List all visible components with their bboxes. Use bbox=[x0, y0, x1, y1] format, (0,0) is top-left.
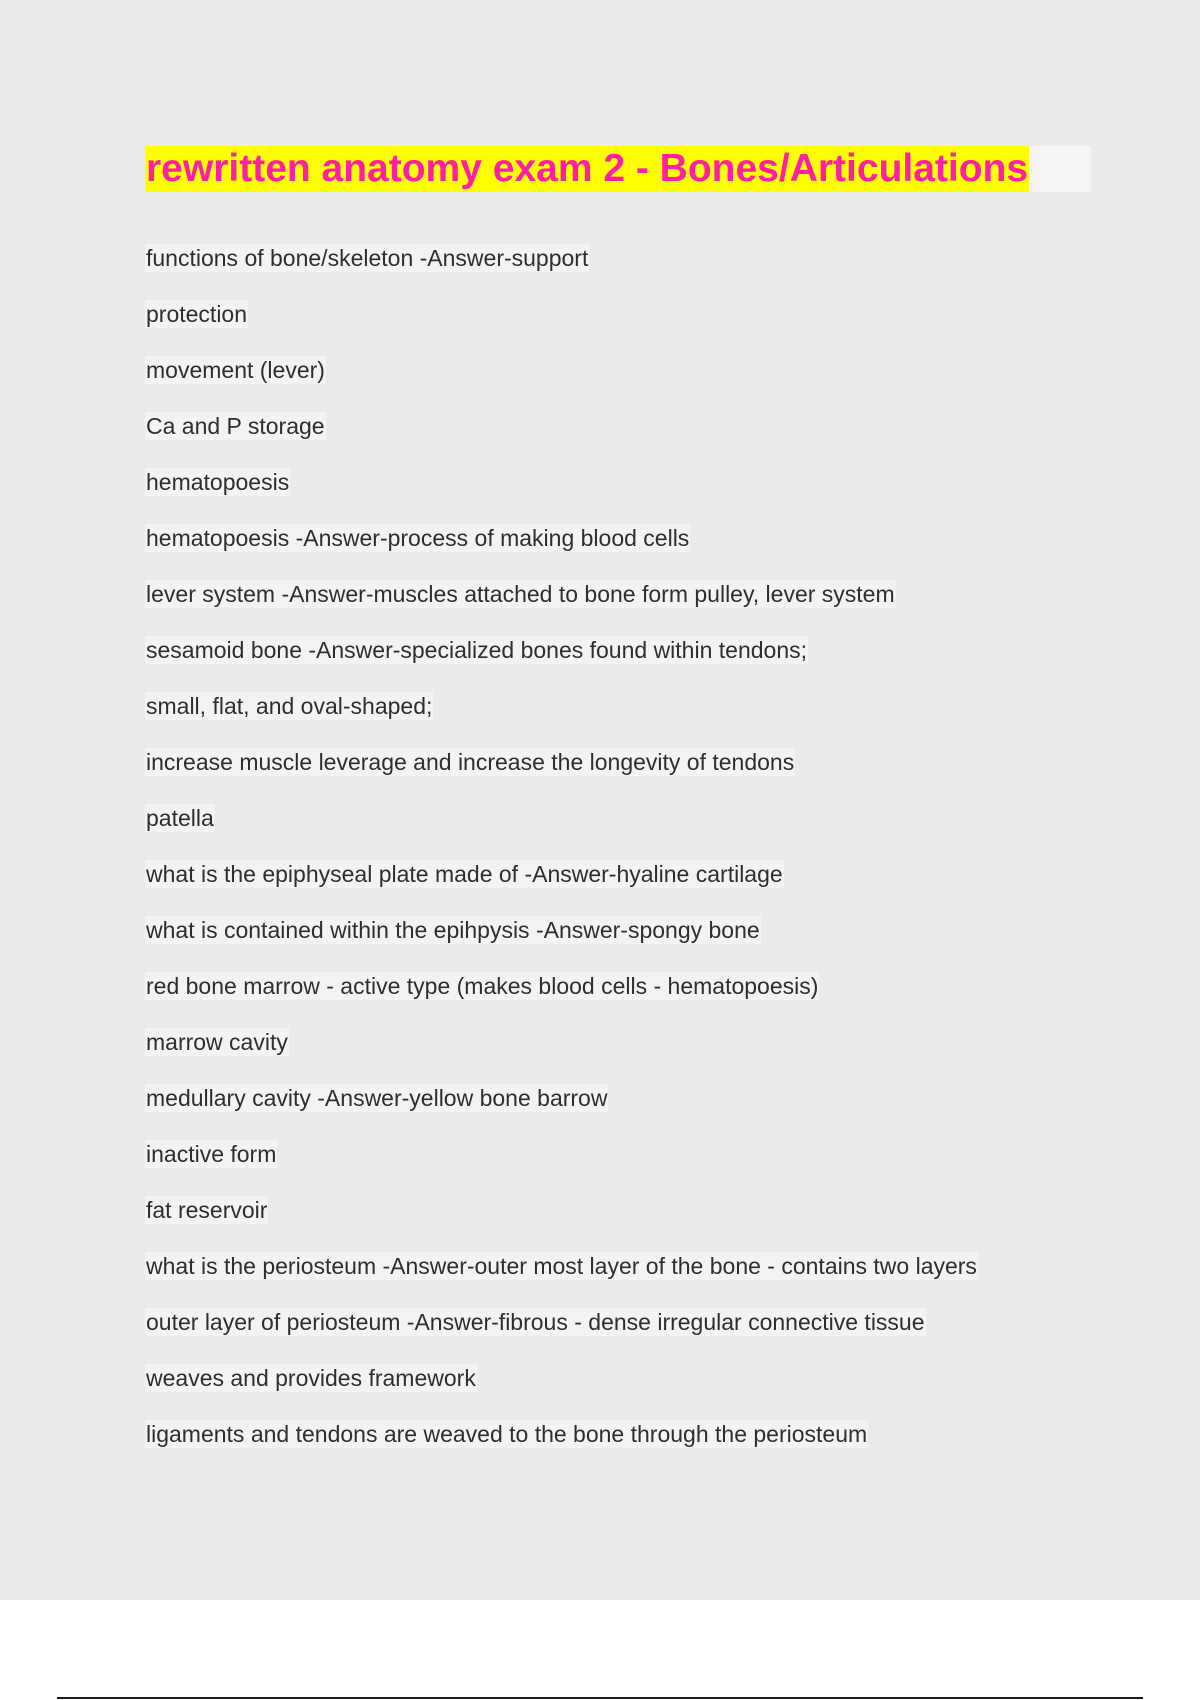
line-text: what is contained within the epihpysis -Answer-spongy bone bbox=[146, 917, 760, 943]
list-item bbox=[145, 524, 978, 580]
line-text: sesamoid bone -Answer-specialized bones found within tendons; bbox=[146, 637, 808, 663]
list-item bbox=[145, 692, 978, 748]
line-text: movement (lever) bbox=[146, 357, 325, 383]
list-item bbox=[145, 1028, 978, 1084]
list-item bbox=[145, 860, 978, 916]
line-text: increase muscle leverage and increase the longevity of tendons bbox=[146, 749, 795, 775]
list-item bbox=[145, 748, 978, 804]
line-text: fat reservoir bbox=[146, 1197, 268, 1223]
list-item bbox=[145, 300, 978, 356]
line-text: inactive form bbox=[146, 1141, 277, 1167]
list-item bbox=[145, 972, 978, 1028]
line-text: lever system -Answer-muscles attached to bone form pulley, lever system bbox=[146, 581, 895, 607]
list-item bbox=[145, 1196, 978, 1252]
line-text: Ca and P storage bbox=[146, 413, 325, 439]
line-text: hematopoesis -Answer-process of making blood cells bbox=[146, 525, 690, 551]
line-text: medullary cavity -Answer-yellow bone barrow bbox=[146, 1085, 608, 1111]
line-text: weaves and provides framework bbox=[146, 1365, 476, 1391]
list-item bbox=[145, 1140, 978, 1196]
line-text: what is the epiphyseal plate made of -Answer-hyaline cartilage bbox=[146, 861, 783, 887]
list-item bbox=[145, 244, 978, 300]
list-item bbox=[145, 1308, 978, 1364]
list-item bbox=[145, 468, 978, 524]
line-text: what is the periosteum -Answer-outer most layer of the bone - contains two layers bbox=[146, 1253, 977, 1279]
line-text: red bone marrow - active type (makes blood cells - hematopoesis) bbox=[146, 973, 819, 999]
line-text: functions of bone/skeleton -Answer-support bbox=[146, 245, 589, 271]
list-item bbox=[145, 1364, 978, 1420]
footer-divider bbox=[57, 1697, 1143, 1699]
line-text: protection bbox=[146, 301, 248, 327]
line-text: ligaments and tendons are weaved to the bone through the periosteum bbox=[146, 1421, 868, 1447]
flashcard-list bbox=[145, 244, 978, 1476]
line-text: small, flat, and oval-shaped; bbox=[146, 693, 433, 719]
list-item bbox=[145, 804, 978, 860]
line-text: outer layer of periosteum -Answer-fibrous - dense irregular connective tissue bbox=[146, 1309, 925, 1335]
document-title: rewritten anatomy exam 2 - Bones/Articulations bbox=[146, 147, 1029, 190]
line-text: hematopoesis bbox=[146, 469, 290, 495]
list-item bbox=[145, 1420, 978, 1476]
list-item bbox=[145, 356, 978, 412]
list-item bbox=[145, 916, 978, 972]
list-item bbox=[145, 412, 978, 468]
list-item bbox=[145, 1252, 978, 1308]
list-item bbox=[145, 1084, 978, 1140]
list-item bbox=[145, 580, 978, 636]
list-item bbox=[145, 636, 978, 692]
line-text: patella bbox=[146, 805, 214, 831]
line-text: marrow cavity bbox=[146, 1029, 288, 1055]
